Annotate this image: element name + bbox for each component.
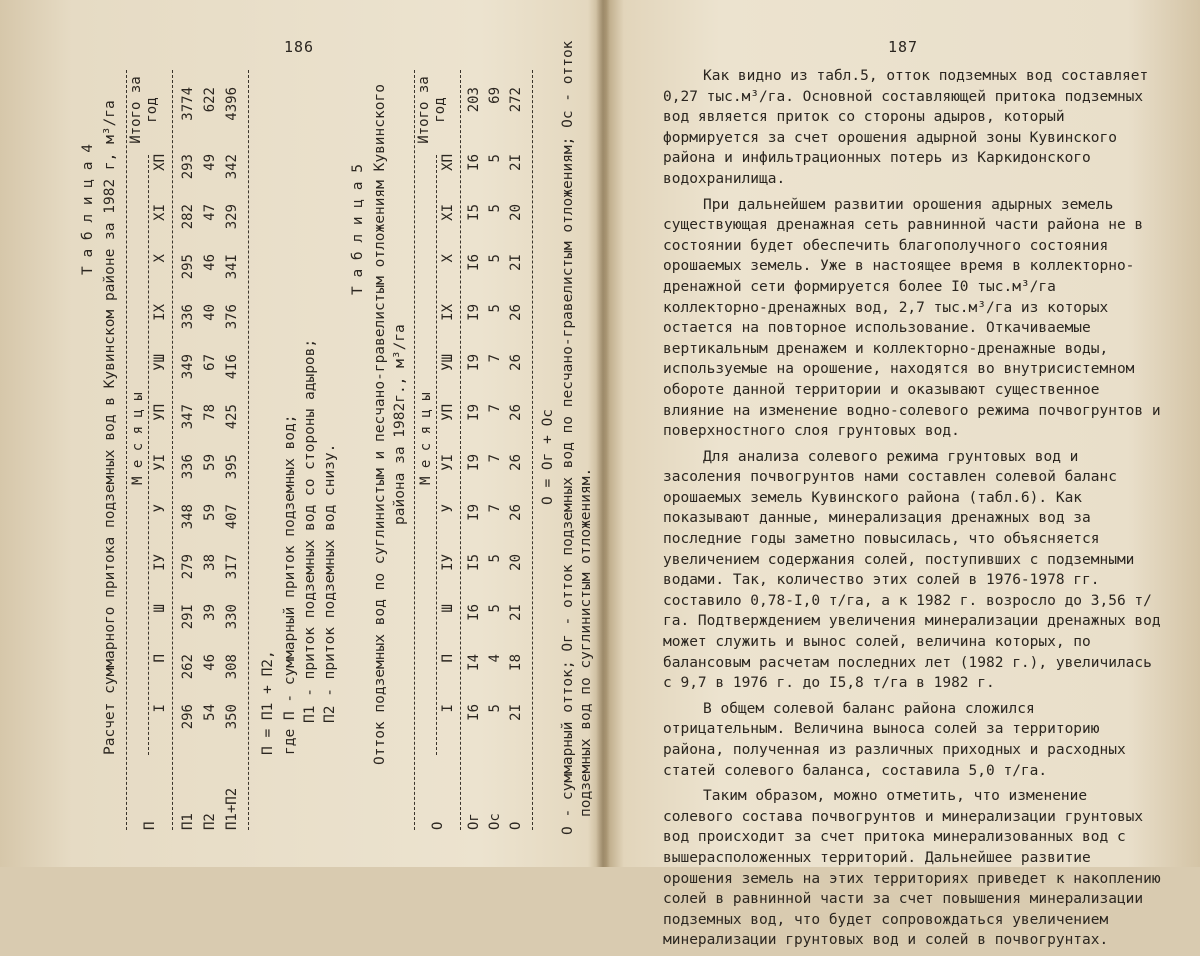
table4-cell: 350 [224,704,240,730]
table5-cell: 7 [487,454,503,463]
table5-cell: 5 [487,154,503,163]
table4-month-6: УI [152,454,168,471]
table4-rule-header [172,70,173,830]
table4-cell: 40 [202,304,218,321]
table5-month-10: Х [440,254,456,263]
table5-month-7: УП [440,404,456,421]
table5-cell: 26 [508,454,524,471]
table4-legend-where: где П - суммарный приток подземных вод; [282,414,298,755]
table5-cell: I9 [466,404,482,421]
table5-cell: 5 [487,554,503,563]
table5-cell: I5 [466,204,482,221]
table4-cell: 347 [180,404,196,430]
table4-month-4: IУ [152,554,168,571]
table4-cell: 59 [202,454,218,471]
table5-month-2: П [440,654,456,663]
table4-cell: 395 [224,454,240,480]
table5-cell: 26 [508,504,524,521]
table4-cell: 46 [202,254,218,271]
table4-legend-p1: П1 - приток подземных вод со стороны адыров; [302,338,318,723]
table5-cell: 26 [508,304,524,321]
table4-cell: 329 [224,204,240,230]
table5-title-1: Отток подземных вод по суглинистым и песчано-гравелистым отложениям Кувинского [372,84,388,765]
table4-row-label: П2 [202,813,218,830]
table4-cell: 67 [202,354,218,371]
table5-row-label: Ос [487,813,503,830]
table5-cell: 4 [487,654,503,663]
paragraph-5: Таким образом, можно отметить, что изменение солевого состава почвогрунтов и минерализации грунтовых вод происходит за счет притока минерализованных вод с вышерасположенных территорий. Дальнейшее развитие орошения земель на этих территориях приведет к накоплению солей в равнинной части за счет повышения минерализации подземных вод, что будет сопровождаться увеличением минерализации грунтовых вод и солей в почвогрунтах. [663,788,1161,949]
table4-cell: 279 [180,554,196,580]
table5-cell: 5 [487,704,503,713]
table4-cell: 4I6 [224,354,240,380]
table5-cell: I6 [466,154,482,171]
table5-cell: 5 [487,254,503,263]
table4-row-total: 4396 [224,87,240,121]
paragraph-2: При дальнейшем развитии орошения адырных земель существующая дренажная сеть равнинной части района не в состоянии будет обеспечить благополучного состояния орошаемых земель. Уже в настоящее время в коллекторно-дренажной сети формируется более I0 тыс.м³/га коллекторно-дренажных вод, 2,7 тыс.м³/га из которых остается на повторное использование. Откачиваемые вертикальным дренажем и коллекторно-дренажные воды, используемые на орошение, находятся во внутрисистемном обороте данной территории и оказывают существенное влияние на изменение водно-солевого режима почвогрунтов и поверхностного слоя грунтовых вод. [663,196,1161,440]
table4-month-11: ХI [152,204,168,221]
paragraph-3: Для анализа солевого режима грунтовых вод и засоления почвогрунтов нами составлен солевой баланс орошаемых земель Кувинского района (табл.6). Как показывают данные, минерализация дренажных вод за последние годы заметно повысилась, что объясняется увеличением содержания солей, поступивших с подземными водами. Так, количество этих солей в 1976-1978 гг. составило 0,78-I,0 т/га, а к 1982 г. возросло до 3,56 т/га. Подтверждением увеличения минерализации дренажных вод может служить и вынос солей, величина которых, по балансовым расчетам последних лет (1982 г.), увеличилась с 9,7 в 1976 г. до I5,8 т/га в 1982 г. [663,448,1161,692]
table5-cell: I4 [466,654,482,671]
table5-cell: 5 [487,604,503,613]
table4-cell: 262 [180,654,196,680]
table4-cell: 293 [180,154,196,180]
table4-cell: 296 [180,704,196,730]
table5-month-4: IУ [440,554,456,571]
table5-month-11: ХI [440,204,456,221]
table4-cell: 46 [202,654,218,671]
table5-month-9: IХ [440,304,456,321]
book-gutter [596,0,610,867]
table5-cell: I8 [508,654,524,671]
table4-month-3: Ш [152,604,168,613]
table5-cell: 5 [487,304,503,313]
table4-cell: 348 [180,504,196,530]
table5-cell: 2I [508,704,524,721]
table5-row-label: Ог [466,813,482,830]
table4-row-total: 3774 [180,87,196,121]
table4-heading: Т а б л и ц а 4 [80,144,96,275]
table5-months-label: М е с я ц ы [418,392,434,485]
table5-rule-bottom [532,70,533,830]
table4-row-total: 622 [202,87,218,113]
table5-month-12: ХП [440,154,456,171]
table5-row-label: О [508,821,524,830]
table5-legend-2: подземных вод по суглинистым отложениям. [578,467,594,817]
table4-cell: 336 [180,454,196,480]
table5-row-total: 272 [508,87,524,113]
table4-cell: 336 [180,304,196,330]
table4-cell: 407 [224,504,240,530]
table5-cell: 2I [508,254,524,271]
paragraph-1: Как видно из табл.5, отток подземных вод составляет 0,27 тыс.м³/га. Основной составляющей притока подземных вод является приток со стороны адыров, который формируется за счет орошения адырной зоны Кувинского района и инфильтрационных потерь из Каркидонского водохранилища. [663,68,1149,187]
table5-cell: I9 [466,354,482,371]
table5-cell: 7 [487,504,503,513]
table4-rule-bottom [248,70,249,830]
table5-cell: I6 [466,604,482,621]
table5-title-2: района за 1982г., м³/га [392,324,408,525]
table5-month-5: У [440,504,456,513]
table5-month-6: УI [440,454,456,471]
table5-cell: 20 [508,204,524,221]
page-number-right: 187 [888,38,919,56]
table5-month-3: Ш [440,604,456,613]
page-number-left: 186 [284,38,315,56]
table5-cell: 2I [508,604,524,621]
table5-cell: I9 [466,304,482,321]
table5-cell: 7 [487,404,503,413]
table4-cell: 49 [202,154,218,171]
table4-month-2: П [152,654,168,663]
table4-cell: 349 [180,354,196,380]
table4-month-1: I [152,704,168,713]
table4-cell: 282 [180,204,196,230]
table5-cell: I6 [466,254,482,271]
table5-formula: О = Ог + Ос [540,408,556,505]
table4-cell: 39 [202,604,218,621]
table4-month-8: УШ [152,354,168,371]
table4-month-7: УП [152,404,168,421]
table5 [410,65,524,835]
table4-cell: 376 [224,304,240,330]
table5-rule-header [460,70,461,830]
table5-cell: 26 [508,354,524,371]
table5-col-o: О [430,821,446,830]
table5-total-label: Итого за год [416,76,448,144]
table4-months-label: М е с я ц ы [130,392,146,485]
table5-cell: I5 [466,554,482,571]
table4-formula: П = П1 + П2, [260,650,276,755]
table4-cell: 59 [202,504,218,521]
table4-month-9: IХ [152,304,168,321]
table4-cell: 295 [180,254,196,280]
table4-total-label: Итого за год [128,76,160,144]
table5-cell: I6 [466,704,482,721]
table4-month-10: Х [152,254,168,263]
table4-cell: 29I [180,604,196,630]
table5-row-total: 203 [466,87,482,113]
table4-cell: 54 [202,704,218,721]
table5-cell: I9 [466,504,482,521]
table4-cell: 3I7 [224,554,240,580]
table4-title: Расчет суммарного притока подземных вод в Кувинском районе за 1982 г, м³/га [102,100,118,755]
table4-cell: 342 [224,154,240,180]
table5-rule-months [436,155,437,755]
table4-cell: 330 [224,604,240,630]
table4-cell: 38 [202,554,218,571]
table4-month-12: ХП [152,154,168,171]
table5-legend-1: О - суммарный отток; Ог - отток подземных вод по песчано-гравелистым отложениям; Ос - отток [560,40,576,835]
table5-cell: I9 [466,454,482,471]
table5-cell: 20 [508,554,524,571]
table4-month-5: У [152,504,168,513]
table5-month-8: УШ [440,354,456,371]
right-page-text [663,66,1163,956]
table4-row-label: П1+П2 [224,787,240,830]
table5-cell: 7 [487,354,503,363]
table4-col-p: П [142,821,158,830]
table5-cell: 2I [508,154,524,171]
table5-cell: 26 [508,404,524,421]
table5-heading: Т а б л и ц а 5 [350,164,366,295]
table4-cell: 78 [202,404,218,421]
paragraph-4: В общем солевой баланс района сложился отрицательным. Величина выноса солей за территорию района, полученная из различных приходных и расходных статей солевого баланса, составила 5,0 т/га. [663,700,1126,779]
table4-rule-months [148,155,149,755]
table4-legend-p2: П2 - приток подземных вод снизу. [322,443,338,723]
table5-row-total: 69 [487,87,503,104]
table4-row-label: П1 [180,813,196,830]
table5-month-1: I [440,704,456,713]
table5-rule-top [414,70,415,830]
table4-rule-top [126,70,127,830]
table4-cell: 47 [202,204,218,221]
table5-cell: 5 [487,204,503,213]
table4-cell: 425 [224,404,240,430]
table4-cell: 308 [224,654,240,680]
table4-cell: 34I [224,254,240,280]
